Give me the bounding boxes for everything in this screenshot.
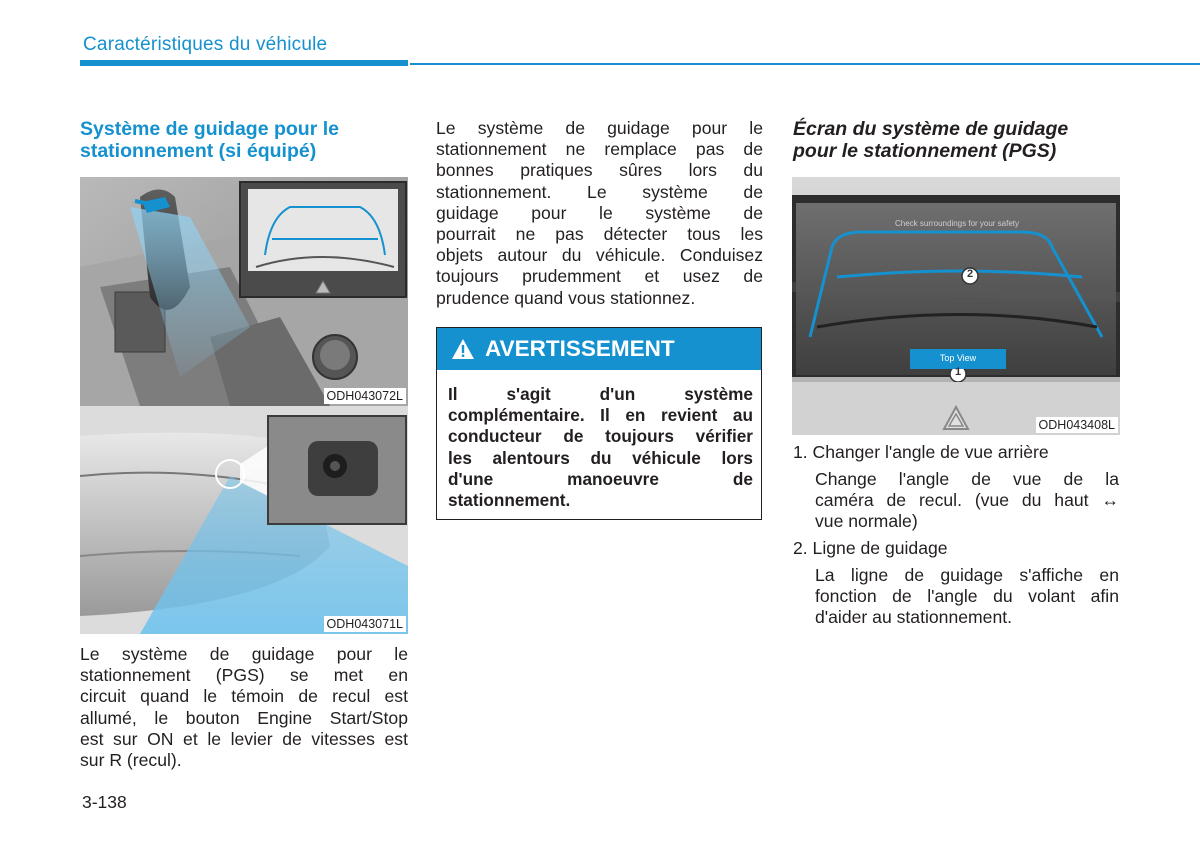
middle-paragraph: [436, 118, 763, 309]
text-line: est sur ON et le levier de vitesses est: [80, 728, 408, 749]
text-line: caméra de recul. (vue du haut ↔: [815, 490, 1119, 511]
left-section-heading: [80, 118, 410, 162]
text-line: vue normale): [815, 511, 918, 532]
text-line: Le système de guidage pour le: [80, 644, 408, 664]
chapter-title: Caractéristiques du véhicule: [83, 34, 328, 55]
text-line: stationnement.: [448, 490, 571, 511]
text-line: Change l'angle de vue de la: [815, 469, 1119, 489]
figure-code: ODH043072L: [324, 388, 406, 404]
list-item-2-title: 2. Ligne de guidage: [793, 538, 948, 558]
gear-shifter-illustration: [80, 177, 408, 406]
screen-banner: Check surroundings for your safety: [894, 219, 1020, 228]
text-line: stationnement (PGS) se met en: [80, 665, 408, 686]
left-paragraph: [80, 644, 408, 771]
text-line: stationnement ne remplace pas de: [436, 139, 763, 160]
warning-title: AVERTISSEMENT: [485, 336, 675, 361]
heading-line: Système de guidage pour le: [80, 118, 339, 140]
text-line: sur R (recul).: [80, 750, 182, 771]
text-line: Le système de guidage pour le: [436, 118, 763, 138]
list-item-2-description: [815, 565, 1119, 629]
pgs-screen-illustration: [792, 177, 1120, 435]
text-line: d'une manoeuvre de: [448, 468, 753, 489]
text-line: les alentours du véhicule lors: [448, 447, 753, 468]
heading-line: Écran du système de guidage: [793, 118, 1069, 140]
header-rule-thick: [80, 60, 408, 66]
text-line: prudence quand vous stationnez.: [436, 287, 696, 308]
text-line: d'aider au stationnement.: [815, 607, 1013, 628]
callout-1: 1: [954, 366, 962, 378]
right-section-heading: [793, 118, 1123, 162]
callout-2: 2: [966, 268, 974, 280]
warning-text: [448, 384, 753, 511]
figure-rear-camera: [80, 406, 408, 634]
figure-pgs-screen: [792, 177, 1120, 435]
text-line: pourrait ne pas détecter tous les: [436, 224, 763, 245]
figure-code: ODH043408L: [1036, 417, 1118, 433]
text-line: bonnes pratiques sûres lors du: [436, 160, 763, 181]
text-line: guidage pour le système de: [436, 202, 763, 223]
text-line: objets autour du véhicule. Conduisez: [436, 245, 763, 266]
warning-header: [437, 328, 761, 370]
header-rule-thin: [410, 63, 1200, 65]
text-line: circuit quand le témoin de recul est: [80, 686, 408, 707]
text-line: La ligne de guidage s'affiche en: [815, 565, 1119, 585]
text-line: fonction de l'angle du volant afin: [815, 586, 1119, 607]
figure-gear-shifter: [80, 177, 408, 406]
text-line: complémentaire. Il en revient au: [448, 405, 753, 426]
heading-line: pour le stationnement (PGS): [793, 140, 1057, 162]
top-view-button[interactable]: Top View: [939, 353, 977, 363]
list-item-1-title: 1. Changer l'angle de vue arrière: [793, 442, 1049, 462]
page-number: 3-138: [82, 792, 127, 812]
warning-box: [436, 327, 762, 520]
text-line: allumé, le bouton Engine Start/Stop: [80, 707, 408, 728]
rear-camera-illustration: [80, 406, 408, 634]
warning-triangle-icon: [451, 338, 475, 360]
text-line: toujours prudemment et usez de: [436, 266, 763, 287]
figure-code: ODH043071L: [324, 616, 406, 632]
text-line: Il s'agit d'un système: [448, 384, 753, 404]
heading-line: stationnement (si équipé): [80, 140, 317, 162]
list-item-1-description: [815, 469, 1119, 533]
text-line: stationnement. Le système de: [436, 181, 763, 202]
text-line: conducteur de toujours vérifier: [448, 426, 753, 447]
